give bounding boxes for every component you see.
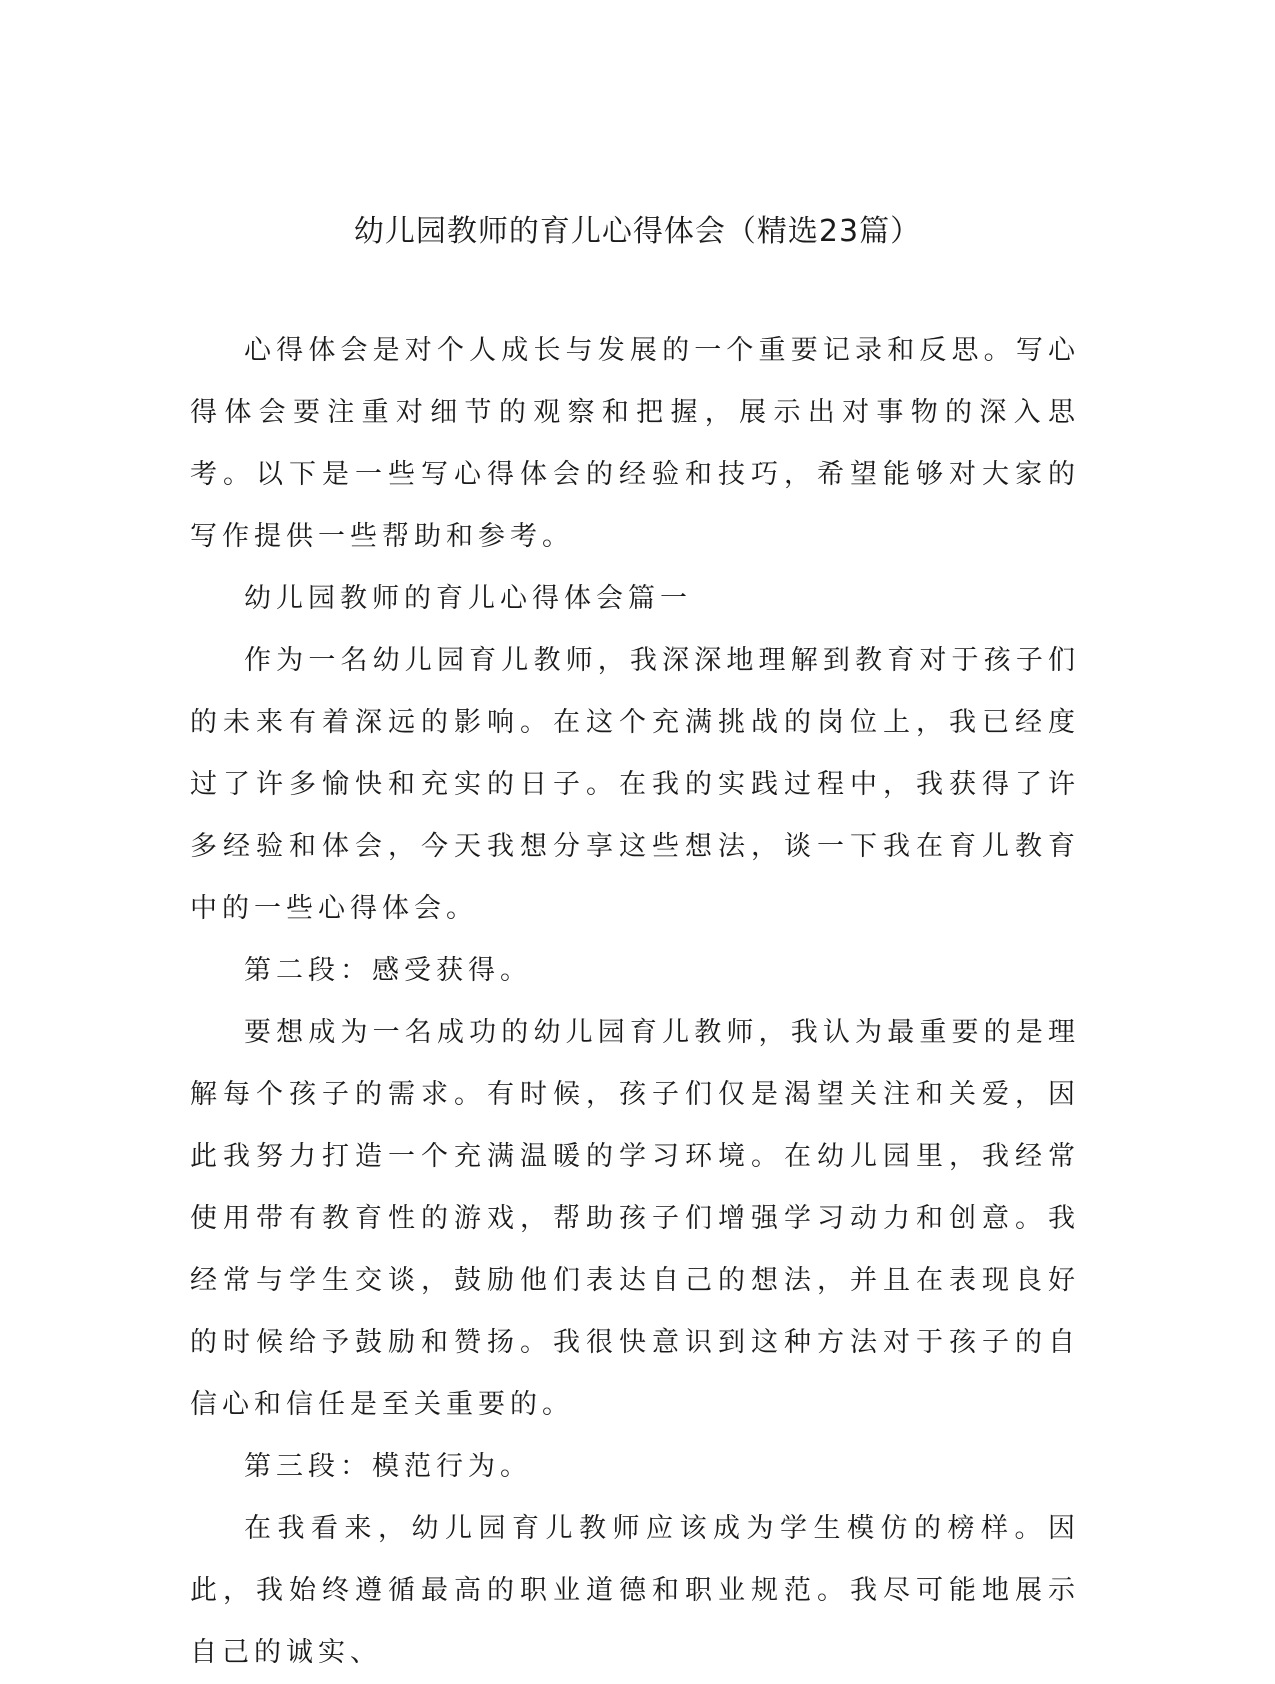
document-title: 幼儿园教师的育儿心得体会（精选23篇）: [353, 214, 922, 249]
body-paragraph: 要想成为一名成功的幼儿园育儿教师，我认为最重要的是理解每个孩子的需求。有时候，孩子们仅是渴望关注和关爱，因此我努力打造一个充满温暖的学习环境。在幼儿园里，我经常使用带有教育性的游戏，帮助孩子们增强学习动力和创意。我经常与学生交谈，鼓励他们表达自己的想法，并且在表现良好的时候给予鼓励和赞扬。我很快意识到这种方法对于孩子的自信心和信任是至关重要的。: [190, 1017, 1080, 1420]
section-heading-part-one: 幼儿园教师的育儿心得体会篇一: [244, 583, 692, 614]
body-paragraph: 在我看来，幼儿园育儿教师应该成为学生模仿的榜样。因此，我始终遵循最高的职业道德和职业规范。我尽可能地展示自己的诚实、: [190, 1513, 1080, 1668]
body-paragraph: 作为一名幼儿园育儿教师，我深深地理解到教育对于孩子们的未来有着深远的影响。在这个充满挑战的岗位上，我已经度过了许多愉快和充实的日子。在我的实践过程中，我获得了许多经验和体会，今天我想分享这些想法，谈一下我在育儿教育中的一些心得体会。: [190, 645, 1080, 924]
section-heading-part-two: 第二段：感受获得。: [244, 955, 532, 986]
intro-paragraph: 心得体会是对个人成长与发展的一个重要记录和反思。写心得体会要注重对细节的观察和把握，展示出对事物的深入思考。以下是一些写心得体会的经验和技巧，希望能够对大家的写作提供一些帮助和参考。: [190, 335, 1080, 552]
section-heading-part-three: 第三段：模范行为。: [244, 1451, 532, 1482]
document-body: [190, 320, 1080, 1684]
